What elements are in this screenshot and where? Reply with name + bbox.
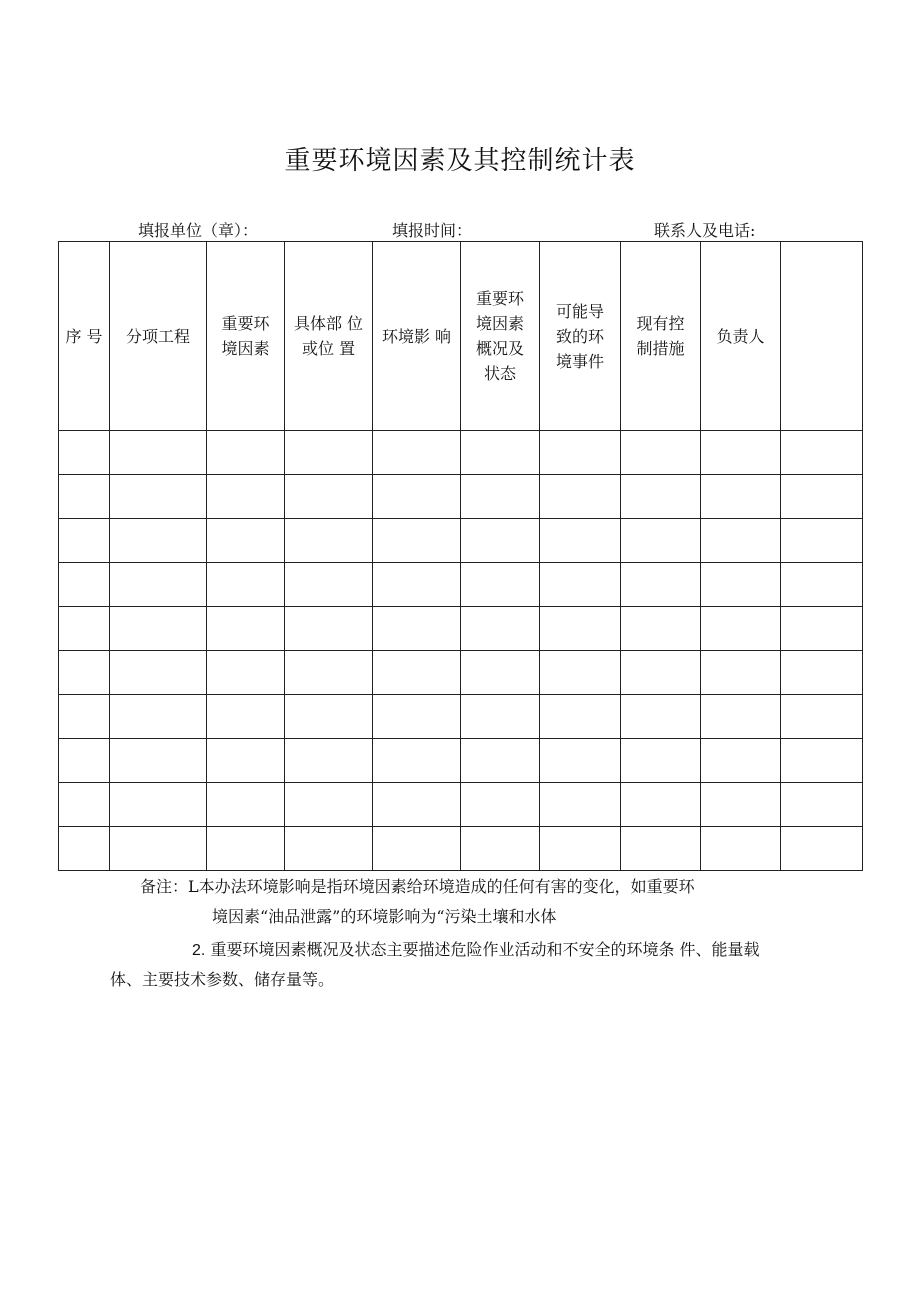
column-header-line: 境事件 <box>555 351 604 371</box>
table-cell[interactable] <box>207 739 285 783</box>
table-cell[interactable] <box>207 827 285 871</box>
table-cell[interactable] <box>621 651 701 695</box>
table-cell[interactable] <box>110 695 207 739</box>
table-cell[interactable] <box>701 651 781 695</box>
table-cell[interactable] <box>621 475 701 519</box>
table-cell[interactable] <box>285 695 373 739</box>
table-cell[interactable] <box>59 475 110 519</box>
table-cell[interactable] <box>110 827 207 871</box>
table-cell[interactable] <box>373 695 461 739</box>
table-cell[interactable] <box>621 607 701 651</box>
column-header-line: 制措施 <box>636 339 685 358</box>
note-item-1-line-2: 境因素“油品泄露”的环境影响为“污染土壤和水体 <box>212 907 557 926</box>
column-header <box>59 242 110 431</box>
fill-time-label: 填报时间： <box>392 221 473 240</box>
table-cell[interactable] <box>540 695 621 739</box>
table-cell[interactable] <box>621 827 701 871</box>
column-header-line: 重要环 <box>475 289 524 308</box>
table-cell[interactable] <box>110 563 207 607</box>
table-cell[interactable] <box>110 431 207 475</box>
table-cell[interactable] <box>701 607 781 651</box>
fill-unit-label: 填报单位（章）： <box>138 221 259 240</box>
table-cell[interactable] <box>207 431 285 475</box>
table-cell[interactable] <box>373 519 461 563</box>
table-cell[interactable] <box>701 519 781 563</box>
table-cell[interactable] <box>461 695 540 739</box>
table-cell[interactable] <box>781 783 863 827</box>
column-header-line: 状态 <box>483 364 516 383</box>
table-cell[interactable] <box>207 475 285 519</box>
table-cell[interactable] <box>781 651 863 695</box>
column-header <box>461 242 540 431</box>
table-row <box>59 475 863 519</box>
column-header-line: 或位 置 <box>301 339 356 358</box>
table-cell[interactable] <box>373 651 461 695</box>
table-cell[interactable] <box>110 651 207 695</box>
table-cell[interactable] <box>621 783 701 827</box>
page-title: 重要环境因素及其控制统计表 <box>284 146 636 176</box>
table-cell[interactable] <box>59 695 110 739</box>
table-row <box>59 563 863 607</box>
column-header-line: 环境影 响 <box>381 326 452 346</box>
table-cell[interactable] <box>207 651 285 695</box>
column-header <box>540 242 621 431</box>
column-header-line: 重要环 <box>221 314 270 333</box>
table-header-row <box>59 242 863 431</box>
table-cell[interactable] <box>540 739 621 783</box>
table-cell[interactable] <box>461 783 540 827</box>
table-cell[interactable] <box>701 739 781 783</box>
table-cell[interactable] <box>285 475 373 519</box>
note-item-2-number: 2. <box>192 942 206 959</box>
table-cell[interactable] <box>461 827 540 871</box>
table-cell[interactable] <box>540 519 621 563</box>
note-item-2 <box>192 937 760 960</box>
table-cell[interactable] <box>781 739 863 783</box>
table-cell[interactable] <box>461 431 540 475</box>
table-cell[interactable] <box>285 431 373 475</box>
table-cell[interactable] <box>781 431 863 475</box>
table-cell[interactable] <box>461 519 540 563</box>
table-row <box>59 431 863 475</box>
table-cell[interactable] <box>781 607 863 651</box>
column-header <box>207 242 285 431</box>
column-header <box>373 242 461 431</box>
table-cell[interactable] <box>285 827 373 871</box>
contact-phone-label: 联系人及电话: <box>654 221 756 240</box>
table-cell[interactable] <box>207 607 285 651</box>
note-item-1 <box>140 874 695 897</box>
table-cell[interactable] <box>540 651 621 695</box>
column-header <box>110 242 207 431</box>
table-cell[interactable] <box>781 519 863 563</box>
table-cell[interactable] <box>701 827 781 871</box>
table-cell[interactable] <box>59 519 110 563</box>
table-cell[interactable] <box>540 783 621 827</box>
column-header-line: 负责人 <box>716 326 765 346</box>
table-cell[interactable] <box>373 783 461 827</box>
table-row <box>59 695 863 739</box>
table-cell[interactable] <box>373 827 461 871</box>
table-cell[interactable] <box>110 519 207 563</box>
note-item-1-line-1: L本办法环境影响是指环境因素给环境造成的任何有害的变化，如重要环 <box>188 877 695 896</box>
table-cell[interactable] <box>110 607 207 651</box>
table-row <box>59 783 863 827</box>
table-cell[interactable] <box>701 431 781 475</box>
table-cell[interactable] <box>621 563 701 607</box>
table-row <box>59 827 863 871</box>
table-cell[interactable] <box>621 695 701 739</box>
column-header-line: 概况及 <box>475 339 524 358</box>
table-cell[interactable] <box>285 563 373 607</box>
table-cell[interactable] <box>781 563 863 607</box>
column-header-line: 境因素 <box>475 314 524 333</box>
table-cell[interactable] <box>285 783 373 827</box>
column-header <box>285 242 373 431</box>
table-cell[interactable] <box>373 563 461 607</box>
table-cell[interactable] <box>701 695 781 739</box>
table-row <box>59 739 863 783</box>
table-row <box>59 651 863 695</box>
column-header-line: 境因素 <box>221 339 270 358</box>
table-cell[interactable] <box>207 695 285 739</box>
table-cell[interactable] <box>540 475 621 519</box>
table-cell[interactable] <box>110 739 207 783</box>
table-row <box>59 607 863 651</box>
table-cell[interactable] <box>781 475 863 519</box>
table-cell[interactable] <box>285 739 373 783</box>
table-cell[interactable] <box>285 607 373 651</box>
column-header-line: 分项工程 <box>125 326 190 346</box>
table-cell[interactable] <box>701 475 781 519</box>
table-cell[interactable] <box>540 827 621 871</box>
table-row <box>59 519 863 563</box>
table-cell[interactable] <box>110 783 207 827</box>
column-header-line: 具体部 位 <box>293 314 364 333</box>
table-cell[interactable] <box>621 739 701 783</box>
table-cell[interactable] <box>285 519 373 563</box>
column-header <box>701 242 781 431</box>
column-header <box>621 242 701 431</box>
table-cell[interactable] <box>621 431 701 475</box>
table-cell[interactable] <box>461 607 540 651</box>
table-cell[interactable] <box>59 431 110 475</box>
note-item-2-line-1: 重要环境因素概况及状态主要描述危险作业活动和不安全的环境条 件、能量载 <box>210 940 760 959</box>
table-cell[interactable] <box>373 431 461 475</box>
table-cell[interactable] <box>540 563 621 607</box>
column-header-line: 可能导 <box>555 301 604 321</box>
table-cell[interactable] <box>373 739 461 783</box>
table-cell[interactable] <box>59 607 110 651</box>
table-cell[interactable] <box>373 607 461 651</box>
table-cell[interactable] <box>781 695 863 739</box>
table-cell[interactable] <box>701 563 781 607</box>
table-cell[interactable] <box>59 563 110 607</box>
column-header-line: 现有控 <box>636 314 685 333</box>
column-header <box>781 242 863 431</box>
table-cell[interactable] <box>461 563 540 607</box>
table-cell[interactable] <box>207 783 285 827</box>
note-prefix: 备注： <box>140 877 189 896</box>
table-cell[interactable] <box>461 651 540 695</box>
table-cell[interactable] <box>781 827 863 871</box>
table-cell[interactable] <box>207 563 285 607</box>
table-cell[interactable] <box>461 739 540 783</box>
table-cell[interactable] <box>540 431 621 475</box>
table-cell[interactable] <box>59 827 110 871</box>
table-cell[interactable] <box>373 475 461 519</box>
column-header-line: 致的环 <box>555 326 604 346</box>
table-cell[interactable] <box>59 739 110 783</box>
table-cell[interactable] <box>701 783 781 827</box>
statistics-table <box>58 241 863 871</box>
table-cell[interactable] <box>540 607 621 651</box>
table-cell[interactable] <box>59 783 110 827</box>
table-cell[interactable] <box>59 651 110 695</box>
table-cell[interactable] <box>207 519 285 563</box>
table-cell[interactable] <box>285 651 373 695</box>
table-cell[interactable] <box>461 475 540 519</box>
table-cell[interactable] <box>110 475 207 519</box>
table-cell[interactable] <box>621 519 701 563</box>
note-item-2-line-2: 体、主要技术参数、储存量等。 <box>110 970 335 989</box>
table-body <box>59 431 863 871</box>
column-header-line: 序 号 <box>65 326 103 346</box>
